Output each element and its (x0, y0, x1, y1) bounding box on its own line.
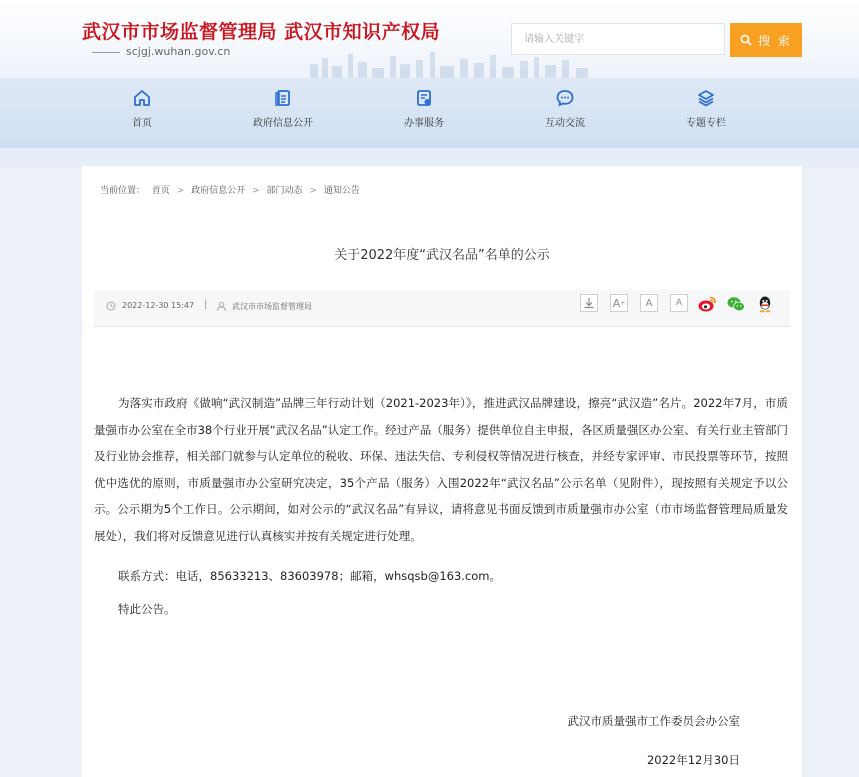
layers-icon (696, 88, 716, 108)
breadcrumb (100, 183, 364, 196)
nav-item-topics[interactable] (656, 88, 756, 129)
font-medium-icon: A (645, 297, 653, 309)
signature-date: 2022年12月30日 (646, 753, 740, 767)
breadcrumb-prefix: 当前位置： (100, 186, 146, 196)
search-input[interactable] (511, 23, 725, 55)
site-domain: scjgj.wuhan.gov.cn (92, 45, 230, 58)
chat-icon (555, 88, 575, 108)
font-large-icon: A (612, 296, 621, 310)
breadcrumb-separator: > (176, 186, 185, 196)
article-body (94, 390, 788, 622)
breadcrumb-separator: > (309, 186, 317, 196)
nav-label: 首页 (132, 118, 152, 129)
nav-label: 政府信息公开 (253, 118, 313, 129)
download-button[interactable] (580, 294, 598, 312)
nav-label: 专题专栏 (686, 118, 726, 129)
font-small-icon: A (675, 298, 683, 308)
wechat-icon[interactable] (726, 294, 746, 314)
nav-item-home[interactable] (92, 88, 192, 129)
nav-label: 互动交流 (545, 118, 585, 129)
article-source: 武汉市市场监督管理局 (232, 302, 312, 311)
service-icon (414, 88, 434, 108)
meta-divider: | (204, 299, 208, 310)
home-icon (132, 88, 152, 108)
article-meta-bar (94, 290, 790, 327)
font-small-button[interactable] (670, 294, 688, 312)
site-header (0, 0, 859, 78)
contact-info: 联系方式：电话，85633213、83603978；邮箱，whsqsb@163.com。 (118, 569, 502, 583)
font-medium-button[interactable] (640, 294, 658, 312)
breadcrumb-dept-news-link[interactable]: 部门动态 (266, 186, 303, 196)
article-paragraph: 为落实市政府《做响“武汉制造”品牌三年行动计划（2021-2023年）》，推进武汉品牌建设，擦亮“武汉造”名片。2022年7月，市质量强市办公室在全市38个行业开展“武汉名品”认定工作。经过产品（服务）提供单位自主申报，各区质量强区办公室、有关行业主管部门及行业协会推荐，相关部门就参与认定单位的税收、环保、违法失信、专利侵权等情况进行核查，并经专家评审、市民投票等环节，按照优中选优的原则，市质量强市办公室研究决定，35个产品（服务）入围2022年“武汉名品”公示名单（见附件），现按照有关规定予以公示。公示期为5个工作日。公示期间，如对公示的“武汉名品”有异议，请将意见书面反馈到市质量强市办公室（市市场监督管理局质量发展处），我们将对反馈意见进行认真核实并按有关规定进行处理。 (94, 396, 788, 543)
download-icon (583, 297, 595, 309)
nav-item-interaction[interactable] (515, 88, 615, 129)
organization-icon (216, 301, 227, 312)
search-button-label: 搜 索 (758, 33, 792, 48)
publish-date: 2022-12-30 15:47 (122, 301, 195, 310)
breadcrumb-separator: > (252, 186, 260, 196)
document-icon (273, 88, 293, 108)
nav-item-services[interactable] (374, 88, 474, 129)
breadcrumb-home-link[interactable]: 首页 (151, 186, 170, 196)
nav-label: 办事服务 (404, 118, 444, 129)
main-nav (0, 78, 859, 148)
search-icon (740, 34, 752, 46)
clock-icon (106, 301, 116, 311)
article-card (82, 166, 802, 777)
font-large-button[interactable]: A + (610, 294, 628, 312)
weibo-icon[interactable] (697, 294, 717, 314)
search-button[interactable] (730, 23, 802, 57)
breadcrumb-notices-link[interactable]: 通知公告 (323, 186, 360, 196)
decorative-band (0, 148, 859, 168)
signature: 武汉市质量强市工作委员会办公室 (567, 714, 740, 728)
nav-item-gov-info[interactable] (233, 88, 333, 129)
qq-icon[interactable] (755, 294, 775, 314)
breadcrumb-gov-info-link[interactable]: 政府信息公开 (191, 186, 246, 196)
site-title: 武汉市市场监督管理局 武汉市知识产权局 (82, 21, 441, 43)
article-title: 关于2022年度“武汉名品”名单的公示 (334, 248, 550, 263)
notice-text: 特此公告。 (118, 601, 176, 616)
